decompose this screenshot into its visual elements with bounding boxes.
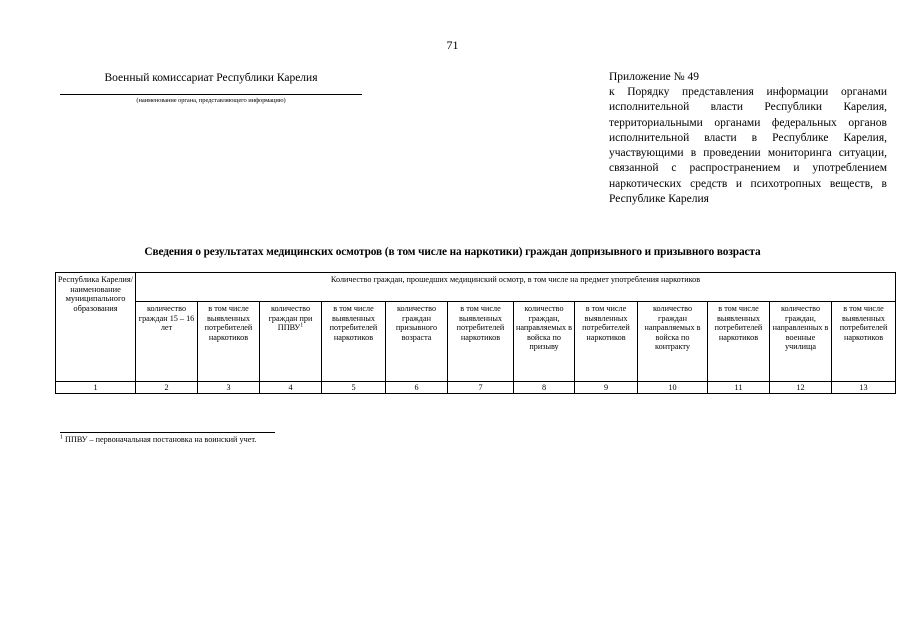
column-number: 4 bbox=[260, 382, 322, 394]
column-number: 13 bbox=[832, 382, 896, 394]
region-header: Республика Карелия/ наименование муниципального образования bbox=[56, 273, 136, 382]
column-header: в том числе выявленных потребителей наркотиков bbox=[448, 302, 514, 382]
footnote-text: ППВУ – первоначальная постановка на воинский учет. bbox=[65, 435, 257, 444]
column-number: 7 bbox=[448, 382, 514, 394]
column-header: в том числе выявленных потребителей наркотиков bbox=[832, 302, 896, 382]
column-number: 8 bbox=[514, 382, 575, 394]
appendix-block bbox=[609, 70, 887, 207]
column-header: количество граждан призывного возраста bbox=[386, 302, 448, 382]
column-number: 11 bbox=[708, 382, 770, 394]
column-number: 6 bbox=[386, 382, 448, 394]
column-header: количество граждан 15 – 16 лет bbox=[136, 302, 198, 382]
column-number: 10 bbox=[638, 382, 708, 394]
header-row bbox=[56, 273, 896, 302]
page-number: 71 bbox=[446, 38, 459, 52]
column-number: 5 bbox=[322, 382, 386, 394]
column-header: в том числе выявленных потребителей наркотиков bbox=[575, 302, 638, 382]
organization-caption: (наименование органа, представляющего информацию) bbox=[136, 97, 286, 104]
organization-underline bbox=[60, 94, 362, 95]
column-header: в том числе выявленных потребителей наркотиков bbox=[708, 302, 770, 382]
column-header: в том числе выявленных потребителей наркотиков bbox=[198, 302, 260, 382]
column-header: количество граждан, направленных в военные училища bbox=[770, 302, 832, 382]
organization-name: Военный комиссариат Республики Карелия bbox=[104, 72, 318, 84]
appendix-text: к Порядку представления информации органами исполнительной власти Республики Карелия, территориальными органами федеральных органов исполнительной власти в Республике Карелия, участвующими в проведении мониторинга ситуации, связанной с распространением и употреблением наркотических средств и психотропных веществ, в Республике Карелия bbox=[609, 86, 887, 206]
footnote-mark: 1 bbox=[60, 434, 63, 441]
column-number: 9 bbox=[575, 382, 638, 394]
footnote-reference: 1 bbox=[300, 322, 304, 329]
column-number: 3 bbox=[198, 382, 260, 394]
column-header: количество граждан направляемых в войска по контракту bbox=[638, 302, 708, 382]
column-header: количество граждан, направляемых в войска по призыву bbox=[514, 302, 575, 382]
subheader-row bbox=[56, 302, 896, 382]
column-number: 12 bbox=[770, 382, 832, 394]
column-number: 2 bbox=[136, 382, 198, 394]
group-header: Количество граждан, прошедших медицинский осмотр, в том числе на предмет употребления наркотиков bbox=[136, 273, 896, 302]
column-header bbox=[260, 302, 322, 382]
column-number-row bbox=[56, 382, 896, 394]
column-header-text: количество граждан при ППВУ bbox=[268, 304, 313, 333]
footnote-separator bbox=[60, 432, 275, 433]
report-table bbox=[55, 272, 896, 394]
column-header: в том числе выявленных потребителей наркотиков bbox=[322, 302, 386, 382]
column-number: 1 bbox=[56, 382, 136, 394]
organization-block bbox=[60, 70, 362, 104]
appendix-title: Приложение № 49 bbox=[609, 71, 699, 83]
footnote bbox=[60, 435, 256, 444]
report-title: Сведения о результатах медицинских осмотров (в том числе на наркотики) граждан допризывного и призывного возраста bbox=[144, 246, 761, 258]
